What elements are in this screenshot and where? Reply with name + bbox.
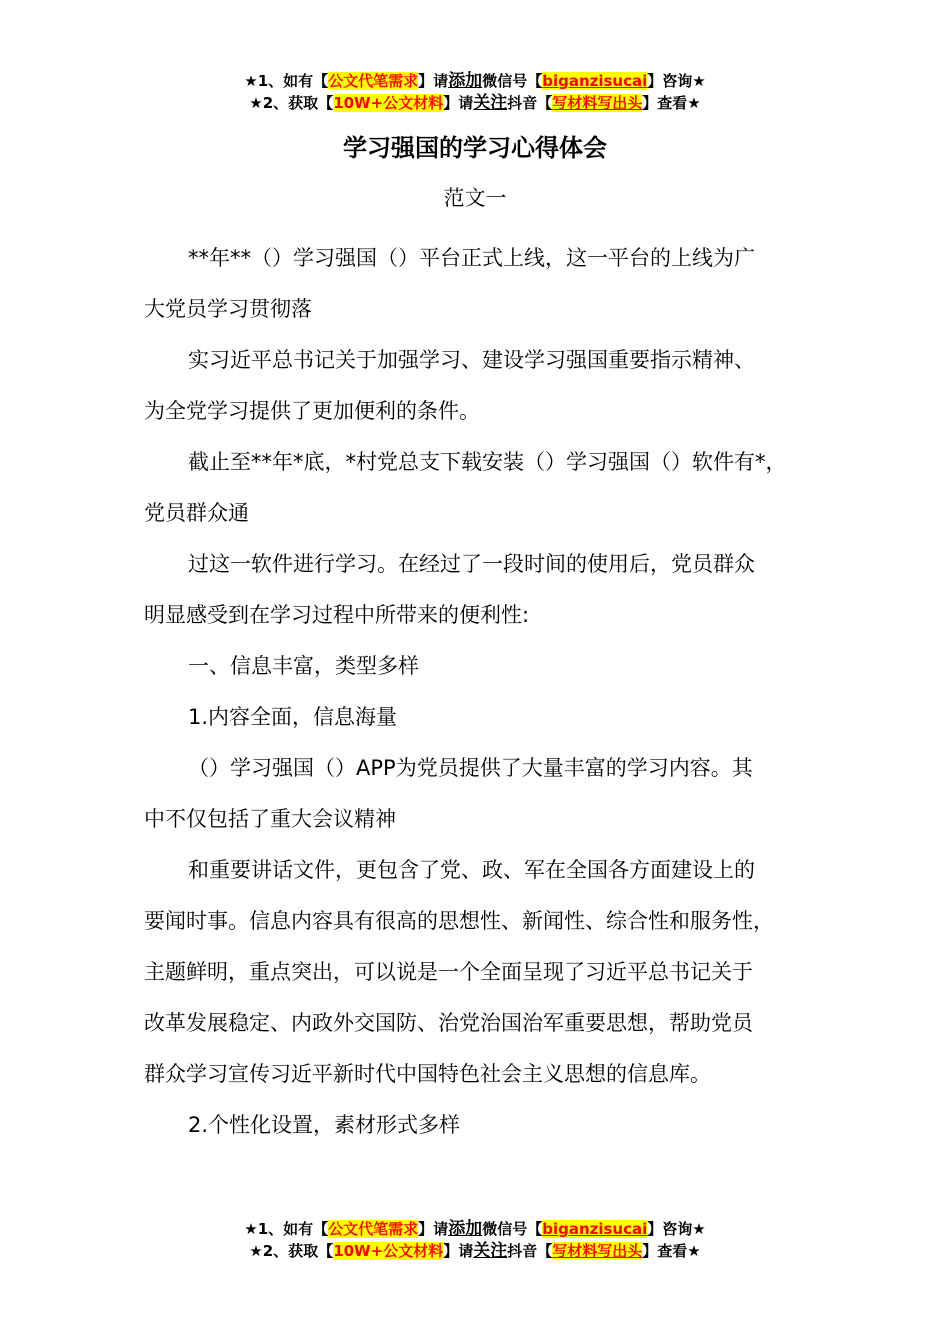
banner-line-1: [0, 70, 950, 92]
banner-text: 】请: [418, 1220, 449, 1238]
banner-emphasis-follow: 关注: [473, 1241, 508, 1261]
banner-emphasis-add: 添加: [448, 1219, 483, 1239]
section-heading: 一、信息丰富，类型多样: [188, 654, 419, 678]
paragraph-line: 中不仅包括了重大会议精神: [144, 807, 396, 831]
paragraph-line: 为全党学习提供了更加便利的条件。: [144, 399, 480, 423]
banner-emphasis-add: 添加: [448, 71, 483, 91]
subsection-heading: 2.个性化设置，素材形式多样: [188, 1113, 461, 1137]
paragraph-line: （）学习强国（）APP为党员提供了大量丰富的学习内容。其: [188, 756, 753, 780]
banner-line-2: [0, 92, 950, 114]
banner-text: ★1、如有【: [244, 72, 329, 90]
banner-text: 】请: [443, 94, 474, 112]
paragraph-line: 大党员学习贯彻落: [144, 297, 312, 321]
paragraph-line: 实习近平总书记关于加强学习、建设学习强国重要指示精神、: [188, 348, 755, 372]
banner-highlight-materials: 10W+公文材料: [333, 94, 444, 112]
paragraph-line: 明显感受到在学习过程中所带来的便利性:: [144, 603, 530, 627]
banner-text: 抖音【: [507, 94, 553, 112]
banner-text: 抖音【: [507, 1242, 553, 1260]
document-body: [144, 233, 824, 1151]
paragraph-line: 要闻时事。信息内容具有很高的思想性、新闻性、综合性和服务性，: [144, 909, 774, 933]
paragraph-line: 截止至**年*底，*村党总支下载安装（）学习强国（）软件有*，: [188, 450, 787, 474]
banner-line-2: [0, 1240, 950, 1262]
banner-text: 】咨询★: [647, 72, 706, 90]
document-subtitle: 范文一: [443, 186, 507, 210]
banner-emphasis-follow: 关注: [473, 93, 508, 113]
paragraph-line: 改革发展稳定、内政外交国防、治党治国治军重要思想，帮助党员: [144, 1011, 753, 1035]
banner-text: 】查看★: [642, 1242, 701, 1260]
banner-text: ★2、获取【: [249, 1242, 334, 1260]
paragraph-line: 主题鲜明，重点突出，可以说是一个全面呈现了习近平总书记关于: [144, 960, 753, 984]
banner-top: [0, 70, 950, 114]
document-title: 学习强国的学习心得体会: [343, 134, 607, 162]
banner-text: 微信号【: [482, 72, 543, 90]
banner-highlight-wechat: biganzisucai: [542, 1220, 648, 1238]
banner-highlight-materials: 10W+公文材料: [333, 1242, 444, 1260]
banner-text: ★2、获取【: [249, 94, 334, 112]
paragraph-line: 和重要讲话文件，更包含了党、政、军在全国各方面建设上的: [188, 858, 755, 882]
banner-highlight-wechat: biganzisucai: [542, 72, 648, 90]
banner-bottom: [0, 1218, 950, 1262]
banner-text: ★1、如有【: [244, 1220, 329, 1238]
banner-highlight-douyin: 写材料写出头: [552, 1242, 643, 1260]
paragraph-line: 党员群众通: [144, 501, 249, 525]
banner-highlight-douyin: 写材料写出头: [552, 94, 643, 112]
banner-text: 】请: [418, 72, 449, 90]
paragraph-line: **年**（）学习强国（）平台正式上线，这一平台的上线为广: [188, 246, 755, 270]
banner-text: 】咨询★: [647, 1220, 706, 1238]
banner-line-1: [0, 1218, 950, 1240]
banner-text: 】查看★: [642, 94, 701, 112]
banner-text: 】请: [443, 1242, 474, 1260]
banner-text: 微信号【: [482, 1220, 543, 1238]
banner-highlight-service: 公文代笔需求: [328, 72, 419, 90]
paragraph-line: 群众学习宣传习近平新时代中国特色社会主义思想的信息库。: [144, 1062, 711, 1086]
paragraph-line: 过这一软件进行学习。在经过了一段时间的使用后，党员群众: [188, 552, 755, 576]
subsection-heading: 1.内容全面，信息海量: [188, 705, 398, 729]
banner-highlight-service: 公文代笔需求: [328, 1220, 419, 1238]
